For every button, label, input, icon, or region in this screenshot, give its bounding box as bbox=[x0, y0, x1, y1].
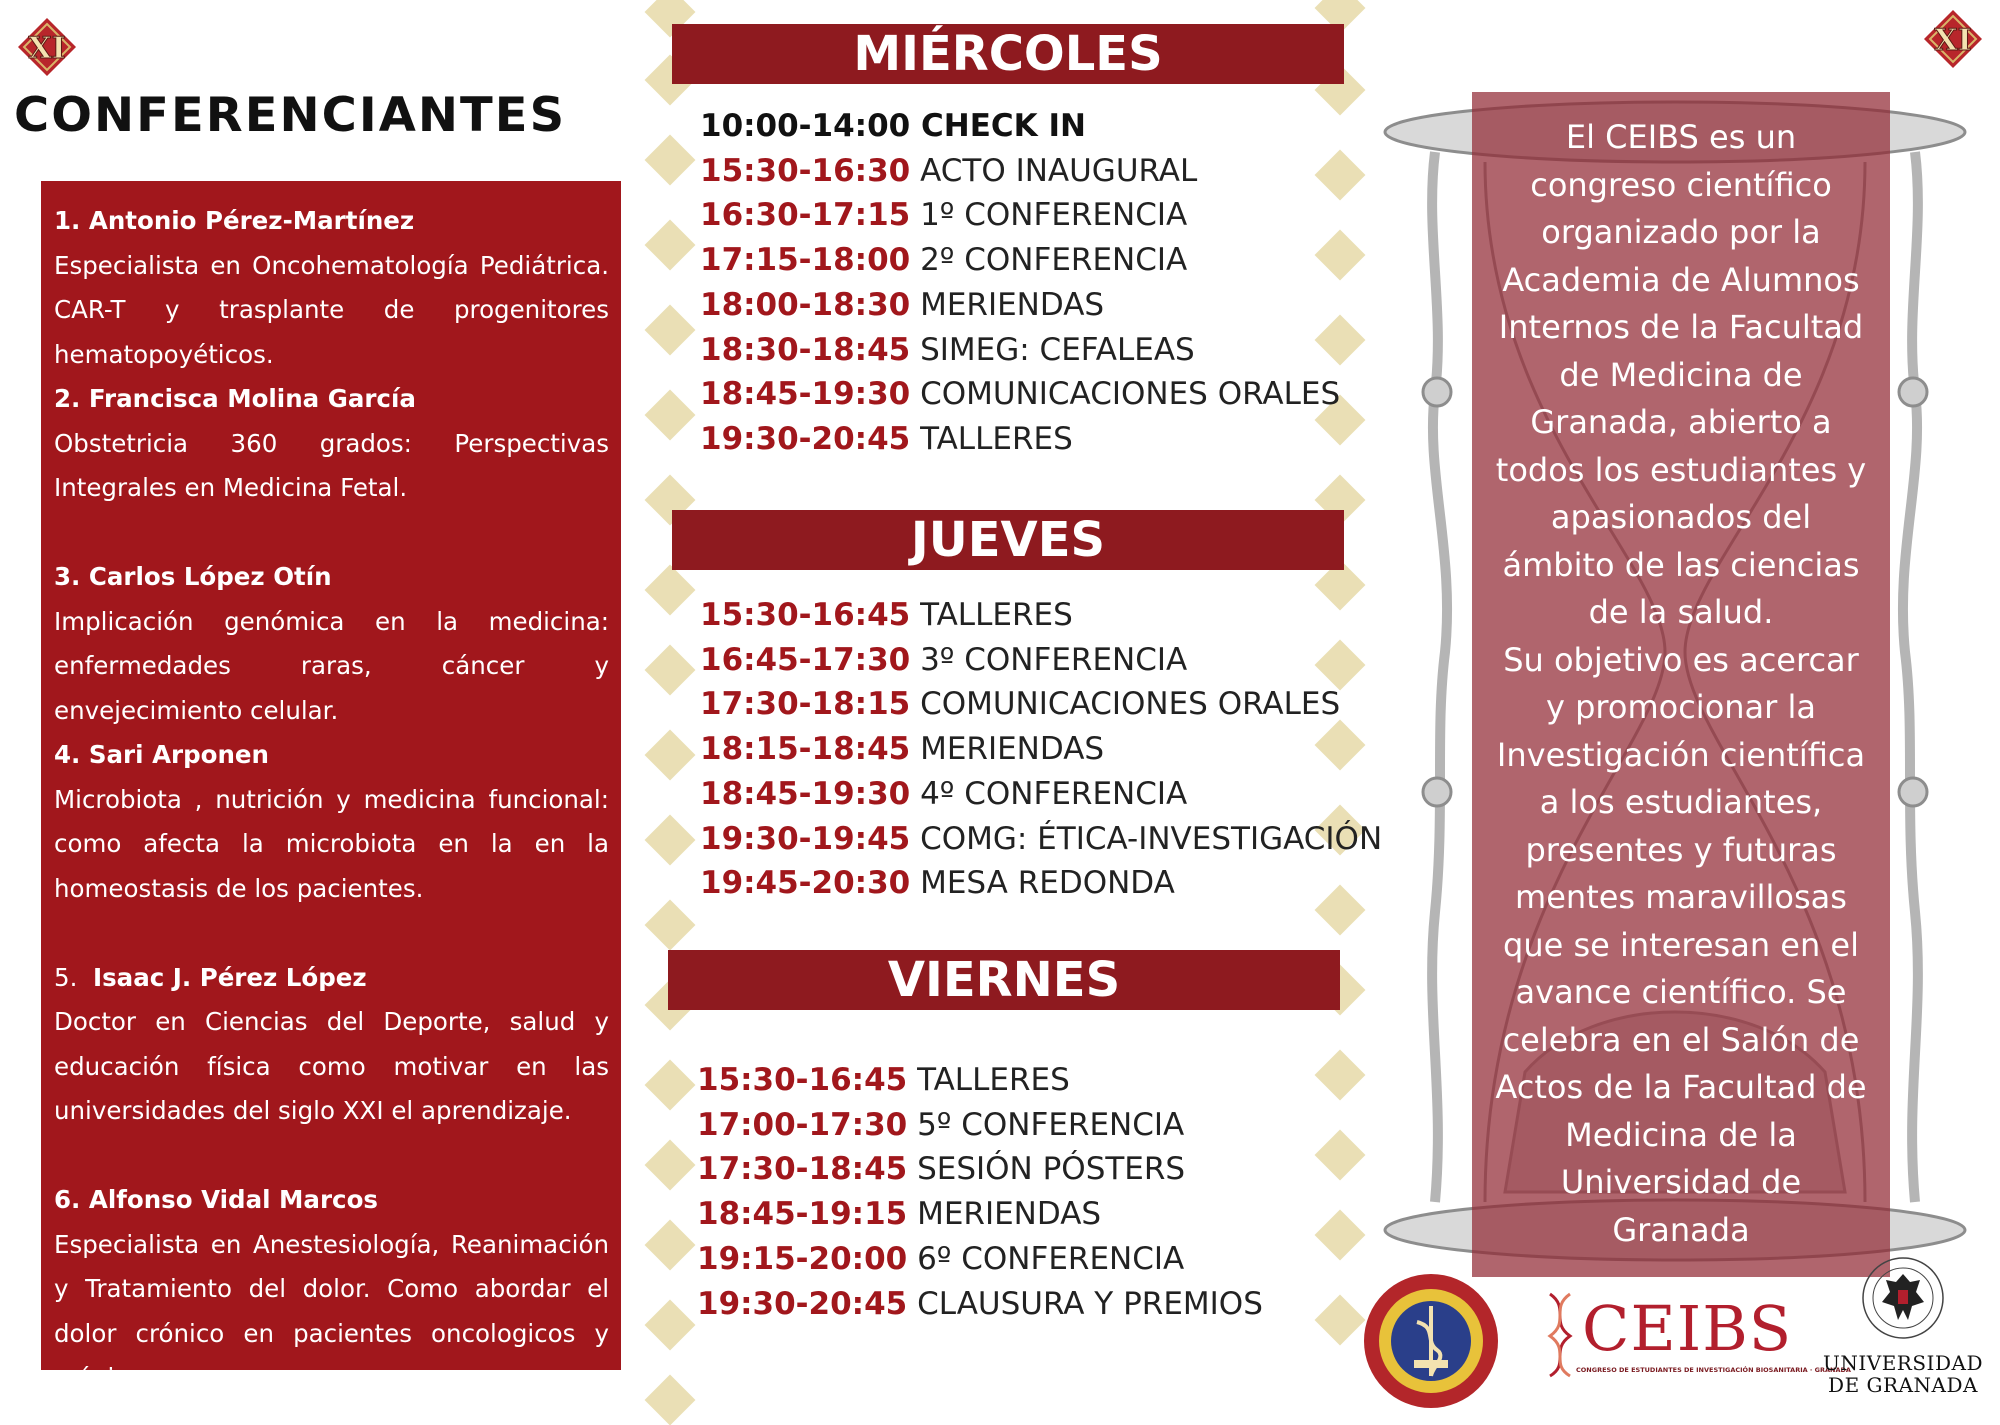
speaker-desc: Especialista en Oncohematología Pediátrica. CAR-T y trasplante de progenitores hematopoyéticos. bbox=[54, 250, 609, 369]
ceibs-subtitle: CONGRESO DE ESTUDIANTES DE INVESTIGACIÓN BIOSANITARIA · GRANADA bbox=[1576, 1366, 1851, 1374]
schedule-row bbox=[700, 861, 1326, 906]
schedule-activity: 1º CONFERENCIA bbox=[910, 197, 1188, 234]
schedule-time: 19:45-20:30 bbox=[700, 865, 911, 902]
speaker-desc: Doctor en Ciencias del Deporte, salud y educación física como motivar en las universidades del siglo XXI el aprendizaje. bbox=[54, 1007, 609, 1125]
schedule-time: 16:30-17:15 bbox=[700, 197, 911, 234]
schedule-time: 17:00-17:30 bbox=[697, 1106, 908, 1143]
schedule-row bbox=[697, 1192, 1337, 1237]
about-line: todos los estudiantes y bbox=[1495, 450, 1867, 489]
schedule-row bbox=[700, 417, 1340, 462]
about-line: congreso científico bbox=[1530, 165, 1832, 204]
schedule-time: 17:30-18:45 bbox=[697, 1151, 908, 1188]
speakers-title: CONFERENCIANTES bbox=[14, 88, 567, 143]
schedule-time: 17:15-18:00 bbox=[700, 242, 911, 279]
schedule-row bbox=[697, 1103, 1337, 1148]
diamond-ornament bbox=[645, 1140, 696, 1191]
schedule-activity: MERIENDAS bbox=[907, 1196, 1102, 1233]
universidad-name: UNIVERSIDAD DE GRANADA bbox=[1823, 1351, 1983, 1397]
about-line: Granada bbox=[1612, 1210, 1750, 1249]
about-line: Investigación científica bbox=[1496, 735, 1866, 774]
schedule-row bbox=[700, 372, 1340, 417]
schedule-row bbox=[700, 682, 1341, 727]
speaker-item bbox=[54, 1178, 609, 1401]
diamond-ornament bbox=[645, 1220, 696, 1271]
diamond-ornament bbox=[645, 1300, 696, 1351]
schedule-activity: COMG: ÉTICA-INVESTIGACIÓN bbox=[910, 820, 1383, 857]
diamond-ornament bbox=[645, 900, 696, 951]
facultad-medicina-logo bbox=[1362, 1272, 1500, 1410]
diamond-ornament bbox=[645, 305, 696, 356]
schedule-time: 19:30-20:45 bbox=[697, 1285, 908, 1322]
schedule-time: 19:15-20:00 bbox=[697, 1240, 908, 1277]
schedule-row bbox=[697, 1147, 1337, 1192]
speaker-name: 3. Carlos López Otín bbox=[54, 562, 332, 591]
schedule-activity: 2º CONFERENCIA bbox=[910, 242, 1188, 279]
schedule-time: 15:30-16:30 bbox=[700, 152, 911, 189]
schedule-row bbox=[700, 593, 1326, 638]
schedule-activity: TALLERES bbox=[910, 597, 1073, 633]
about-line: de Medicina de bbox=[1559, 355, 1803, 394]
svg-text:XI: XI bbox=[1934, 23, 1972, 58]
about-line: presentes y futuras bbox=[1525, 830, 1837, 869]
about-line: Academia de Alumnos bbox=[1502, 260, 1860, 299]
speaker-item bbox=[54, 199, 609, 377]
schedule-activity: ACTO INAUGURAL bbox=[910, 152, 1198, 189]
about-line: ámbito de las ciencias bbox=[1502, 545, 1860, 584]
day-banner-jueves: JUEVES bbox=[672, 510, 1344, 570]
schedule-jueves bbox=[700, 593, 1383, 906]
day-banner-viernes: VIERNES bbox=[668, 950, 1340, 1010]
schedule-activity: TALLERES bbox=[910, 420, 1073, 457]
speaker-number: 5. bbox=[54, 962, 78, 992]
schedule-row bbox=[700, 817, 1383, 862]
schedule-time: 10:00-14:00 bbox=[700, 108, 911, 144]
speaker-desc: Especialista en Anestesiología, Reanimación y Tratamiento del dolor. Como abordar el dolor crónico en pacientes oncologicos y crónicos bbox=[54, 1229, 609, 1392]
about-line: Medicina de la bbox=[1565, 1115, 1797, 1154]
diamond-ornament bbox=[645, 645, 696, 696]
diamond-ornament bbox=[645, 730, 696, 781]
diamond-ornament bbox=[645, 565, 696, 616]
about-line: Internos de la Facultad bbox=[1498, 308, 1864, 346]
diamond-ornament bbox=[645, 390, 696, 441]
schedule-activity: MESA REDONDA bbox=[910, 865, 1175, 902]
schedule-activity: CLAUSURA Y PREMIOS bbox=[907, 1285, 1263, 1322]
ceibs-wordmark: CEIBS bbox=[1582, 1292, 1793, 1365]
schedule-time: 15:30-16:45 bbox=[700, 597, 911, 633]
speaker-desc: Implicación genómica en la medicina: enfermedades raras, cáncer y envejecimiento celular. bbox=[54, 606, 609, 725]
day-banner-miercoles: MIÉRCOLES bbox=[672, 24, 1344, 84]
schedule-miercoles bbox=[700, 104, 1340, 462]
speaker-desc: Microbiota , nutrición y medicina funcional: como afecta la microbiota en la en la homeostasis de los pacientes. bbox=[54, 784, 609, 903]
about-line: mentes maravillosas bbox=[1515, 878, 1847, 916]
schedule-row bbox=[700, 772, 1326, 817]
schedule-time: 18:45-19:30 bbox=[700, 775, 911, 812]
about-line: apasionados del bbox=[1550, 498, 1812, 536]
diamond-ornament bbox=[645, 220, 696, 271]
schedule-activity: MERIENDAS bbox=[910, 286, 1105, 323]
schedule-activity: SIMEG: CEFALEAS bbox=[910, 331, 1195, 368]
schedule-activity: COMUNICACIONES ORALES bbox=[910, 686, 1341, 723]
speaker-item bbox=[54, 377, 609, 511]
schedule-time: 18:45-19:30 bbox=[700, 376, 911, 413]
schedule-time: 18:45-19:15 bbox=[697, 1196, 908, 1233]
schedule-row bbox=[697, 1237, 1337, 1282]
schedule-row bbox=[700, 638, 1326, 683]
about-line: organizado por la bbox=[1541, 213, 1821, 251]
diamond-ornament bbox=[645, 1375, 696, 1425]
about-line: a los estudiantes, bbox=[1539, 783, 1823, 821]
speakers-panel bbox=[41, 181, 621, 1392]
about-line: El CEIBS es un bbox=[1565, 118, 1797, 156]
speaker-name: 4. Sari Arponen bbox=[54, 740, 269, 769]
schedule-time: 18:30-18:45 bbox=[700, 331, 911, 368]
speaker-item bbox=[54, 956, 609, 1134]
speaker-item bbox=[54, 555, 609, 733]
schedule-activity: CHECK IN bbox=[910, 108, 1086, 144]
schedule-time: 15:30-16:45 bbox=[697, 1062, 908, 1098]
schedule-time: 16:45-17:30 bbox=[700, 641, 911, 678]
schedule-time: 18:15-18:45 bbox=[700, 731, 911, 768]
edition-badge-right bbox=[1922, 8, 1984, 70]
speaker-name: Isaac J. Pérez López bbox=[92, 962, 367, 992]
schedule-time: 17:30-18:15 bbox=[700, 686, 911, 723]
about-line: que se interesan en el bbox=[1503, 925, 1859, 964]
schedule-row bbox=[697, 1282, 1337, 1327]
schedule-activity: TALLERES bbox=[907, 1062, 1070, 1098]
schedule-time: 19:30-19:45 bbox=[700, 820, 911, 857]
diamond-ornament bbox=[645, 1060, 696, 1111]
schedule-activity: MERIENDAS bbox=[910, 731, 1105, 768]
about-line: celebra en el Salón de bbox=[1502, 1020, 1860, 1059]
speaker-name: 2. Francisca Molina García bbox=[54, 384, 416, 413]
speaker-name: 6. Alfonso Vidal Marcos bbox=[54, 1185, 378, 1214]
speaker-name: 1. Antonio Pérez-Martínez bbox=[54, 206, 415, 235]
diamond-ornament bbox=[645, 815, 696, 866]
speaker-item bbox=[54, 733, 609, 911]
svg-text:XI: XI bbox=[28, 31, 66, 66]
about-text bbox=[1472, 114, 1890, 1254]
schedule-row bbox=[700, 283, 1340, 328]
about-line: Universidad de bbox=[1560, 1163, 1802, 1201]
schedule-row bbox=[700, 104, 1340, 149]
speaker-desc: Obstetricia 360 grados: Perspectivas Integrales en Medicina Fetal. bbox=[54, 428, 609, 502]
edition-badge-left bbox=[16, 16, 78, 78]
schedule-time: 19:30-20:45 bbox=[700, 420, 911, 457]
schedule-activity: 3º CONFERENCIA bbox=[910, 641, 1188, 678]
schedule-row bbox=[700, 328, 1340, 373]
schedule-row bbox=[700, 149, 1340, 194]
ceibs-logo bbox=[1540, 1292, 1851, 1382]
about-line: Su objetivo es acercar bbox=[1503, 640, 1859, 679]
schedule-row bbox=[700, 193, 1340, 238]
about-line: Actos de la Facultad de bbox=[1495, 1068, 1867, 1106]
about-line: Granada, abierto a bbox=[1530, 403, 1832, 441]
schedule-activity: 5º CONFERENCIA bbox=[907, 1106, 1185, 1143]
schedule-activity: COMUNICACIONES ORALES bbox=[910, 376, 1341, 413]
schedule-row bbox=[697, 1058, 1337, 1103]
about-line: avance científico. Se bbox=[1515, 973, 1847, 1011]
about-line: de la salud. bbox=[1588, 593, 1774, 631]
schedule-activity: 4º CONFERENCIA bbox=[910, 775, 1188, 812]
about-line: y promocionar la bbox=[1546, 688, 1816, 726]
schedule-activity: 6º CONFERENCIA bbox=[907, 1240, 1185, 1277]
schedule-row bbox=[700, 238, 1340, 283]
schedule-time: 18:00-18:30 bbox=[700, 286, 911, 323]
schedule-viernes bbox=[697, 1058, 1337, 1326]
schedule-row bbox=[700, 727, 1326, 772]
universidad-granada-logo bbox=[1818, 1252, 1988, 1412]
schedule-activity: SESIÓN PÓSTERS bbox=[907, 1151, 1186, 1188]
